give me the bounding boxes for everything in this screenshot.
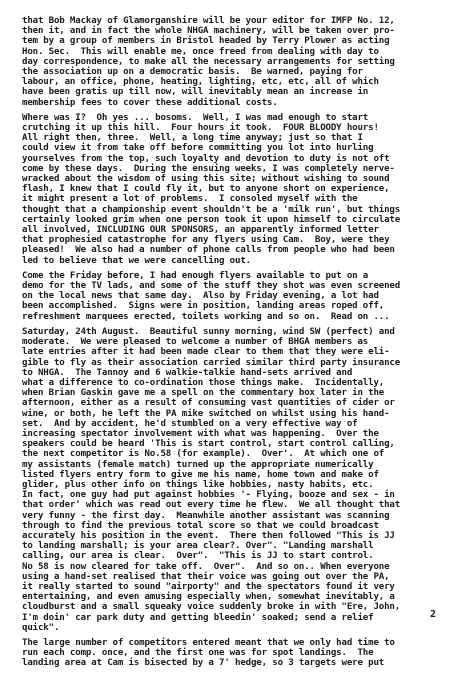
- text-line: calling, our area is clear. Over". "This is JJ to start control.: [22, 551, 374, 562]
- text-line: all involved, INCLUDING OUR SPONSORS, an apparently informed letter: [22, 225, 379, 236]
- text-line: refreshment marquees erected, toilets working and so on. Read on ...: [22, 311, 390, 322]
- text-line: I'm doin' car park duty and getting bleedin' soaked; send a relief: [22, 612, 374, 623]
- text-line: day correspondence, to make all the necessary arrangements for setting: [22, 56, 395, 67]
- text-line: what a difference to co-ordination those things make. Incidentally,: [22, 377, 385, 388]
- text-line: No 58 is now cleared for take off. Over". And so on.. When everyone: [22, 561, 390, 572]
- text-line: quick".: [22, 622, 60, 633]
- text-line: to NHGA. The Tannoy and 6 walkie-talkie hand-sets arrived and: [22, 367, 353, 378]
- text-line: speakers could be heard 'This is start control, start control calling,: [22, 439, 395, 450]
- text-line: Hon. Sec. This will enable me, once freed from dealing with day to: [22, 46, 379, 57]
- text-line: very funny - the first day. Meanwhile another assistant was scanning: [22, 510, 390, 521]
- text-line: tem by a group of members in Bristol headed by Terry Plower as acting: [22, 36, 390, 47]
- paragraph: [22, 16, 434, 108]
- text-line: Where was I? Oh yes ... bosoms. Well, I was mad enough to start: [22, 112, 369, 123]
- text-line: certainly looked grim when one person took it upon himself to circulate: [22, 214, 401, 225]
- text-line: that order' which was read out every time he flew. We all thought that: [22, 500, 401, 511]
- text-line: accurately his position in the event. There then followed "This is JJ: [22, 530, 395, 541]
- text-line: Come the Friday before, I had enough flyers available to put on a: [22, 270, 369, 281]
- text-line: run each comp. once, and the first one was for spot landings. The: [22, 648, 374, 659]
- text-line: The large number of competitors entered meant that we only had time to: [22, 637, 395, 648]
- text-line: crutching it up this hill. Four hours it took. FOUR BLOODY hours!: [22, 123, 379, 134]
- text-line: glider, plus other info on things like hobbies, nasty habits, etc.: [22, 479, 374, 490]
- text-line: wracked about the wisdom of using this site; without wishing to sound: [22, 174, 390, 185]
- text-line: Saturday, 24th August. Beautiful sunny morning, wind SW (perfect) and: [22, 326, 395, 337]
- text-line: come by these days. During the ensuing weeks, I was completely nerve-: [22, 163, 395, 174]
- text-line: labour, an office, phone, heating, lighting, etc, etc, all of which: [22, 77, 379, 88]
- text-line: membership fees to cover these additional costs.: [22, 97, 278, 108]
- paragraph: [22, 638, 434, 669]
- text-line: cloudburst and a small squeaky voice suddenly broke in with "Ere, John,: [22, 602, 401, 613]
- text-line: my assistants (female match) turned up the appropriate numerically: [22, 459, 374, 470]
- text-line: pleased! We also had a number of phone calls from people who had been: [22, 245, 395, 256]
- text-line: then it, and in fact the whole NHGA machinery, will be taken over pro-: [22, 26, 395, 37]
- text-line: led to believe that we were cancelling out.: [22, 255, 251, 266]
- text-line: listed flyers entry form to give me his name, home town and make of: [22, 469, 379, 480]
- text-line: yourselves from the top, such loyalty and devotion to duty is not oft: [22, 153, 390, 164]
- text-line: that prophesied catastrophe for any flyers using Cam. Boy, were they: [22, 235, 390, 246]
- text-line: demo for the TV lads, and some of the stuff they shot was even screened: [22, 281, 401, 292]
- body-text: [22, 16, 434, 674]
- text-line: thought that a championship event shouldn't be a 'milk run', but things: [22, 204, 401, 215]
- paragraph: [22, 271, 434, 322]
- text-line: been accomplished. Signs were in position, landing areas roped off,: [22, 301, 385, 312]
- text-line: landing area at Cam is bisected by a 7' hedge, so 3 targets were put: [22, 658, 385, 669]
- text-line: it might present a lot of problems. I consoled myself with the: [22, 194, 358, 205]
- text-line: that Bob Mackay of Glamorganshire will be your editor for IMFP No. 12,: [22, 16, 395, 26]
- text-line: entertaining, and even amusing especially when, somewhat inevitably, a: [22, 592, 395, 603]
- text-line: to landing marshall; is your area clear?. Over". "Landing marshall: [22, 541, 374, 552]
- text-line: gible to fly as their association carried similar third party insurance: [22, 357, 401, 368]
- text-line: the next competitor is No.58 (for example). Over'. At which one of: [22, 449, 385, 460]
- text-line: could view it from take off before committing you lot into hurling: [22, 143, 374, 154]
- text-line: afternoon, either as a result of consuming vast quantities of cider or: [22, 398, 395, 409]
- text-line: it really started to sound "airporty" and the spectators found it very: [22, 581, 395, 592]
- text-line: the association up on a democratic basis. Be warned, paying for: [22, 67, 363, 78]
- text-line: through to find the previous total score so that we could broadcast: [22, 520, 379, 531]
- text-line: All right then, three. Well, a long time anyway; just so that I: [22, 133, 363, 144]
- paragraph: [22, 327, 434, 633]
- text-line: late entries after it had been made clear to them that they were eli-: [22, 347, 390, 358]
- text-line: increasing spectator involvement with what was happening. Over the: [22, 428, 379, 439]
- text-line: In fact, one guy had put against hobbies '- Flying, booze and sex - in: [22, 490, 395, 501]
- text-line: have been gratis up till now, will inevitably mean an increase in: [22, 87, 369, 98]
- text-line: wine, or both, he left the PA mike switched on whilst using his hand-: [22, 408, 390, 419]
- text-line: set. And by accident, he'd stumbled on a very effective way of: [22, 418, 358, 429]
- text-line: flash, I knew that I could fly it, but to anyone short on experience,: [22, 184, 390, 195]
- page-number: 2: [429, 609, 436, 620]
- text-line: using a hand-set realised that their voice was going out over the PA,: [22, 571, 390, 582]
- text-line: moderate. We were pleased to welcome a number of BHGA members as: [22, 337, 369, 348]
- text-line: on the local news that same day. Also by Friday evening, a lot had: [22, 291, 379, 302]
- paragraph: [22, 113, 434, 266]
- text-line: when Brian Gaskin gave me a spell on the commentary box later in the: [22, 388, 385, 399]
